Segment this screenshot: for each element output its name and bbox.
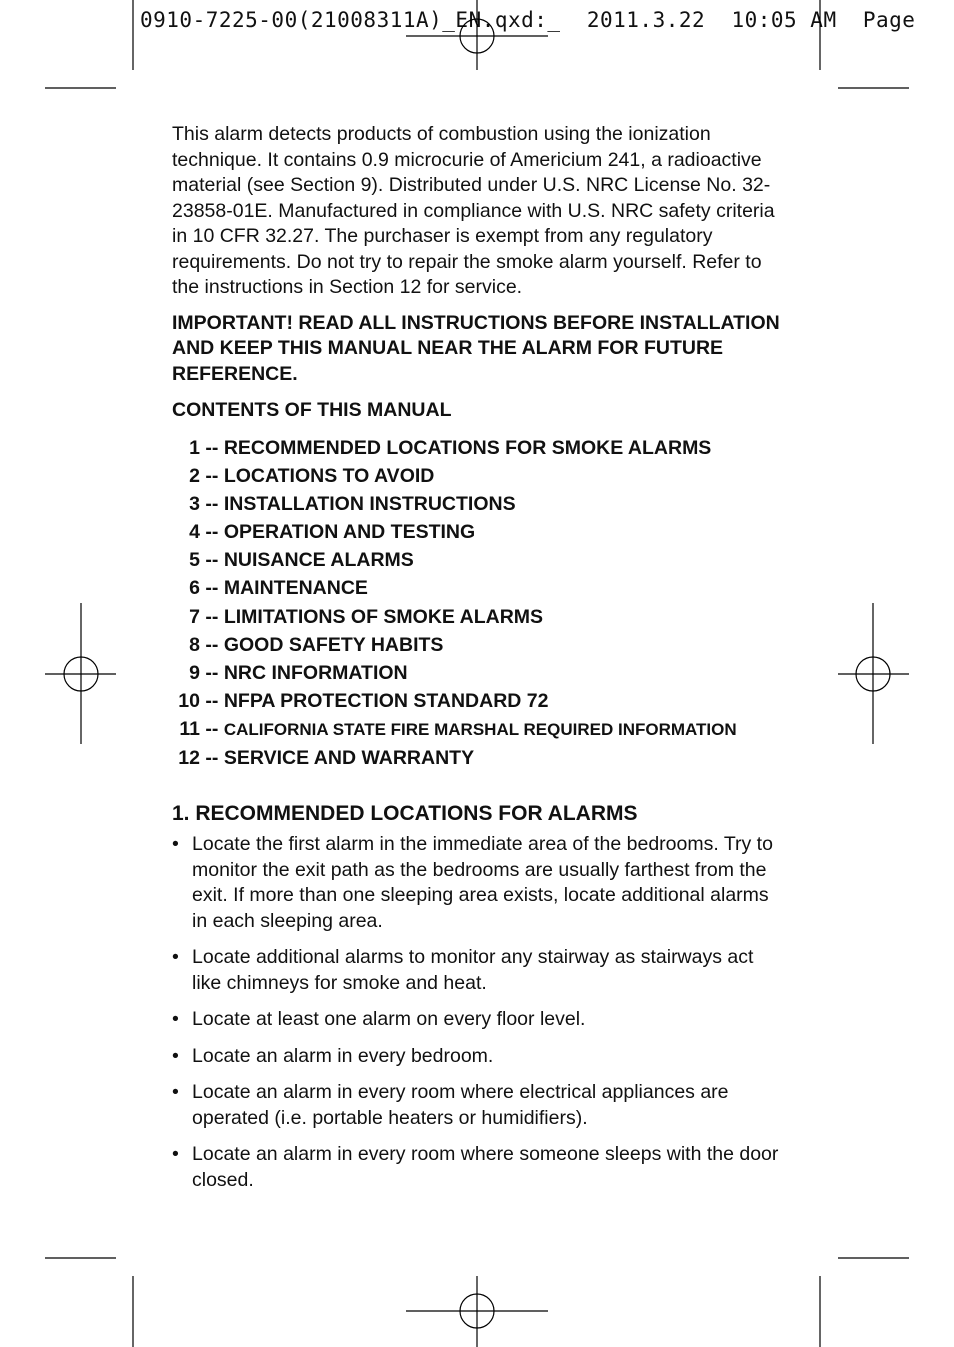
toc-separator: -- xyxy=(200,521,224,544)
toc-number: 2 xyxy=(189,464,200,487)
bullet-text: Locate an alarm in every bedroom. xyxy=(192,1044,494,1067)
toc-separator: -- xyxy=(200,549,224,572)
toc-title: OPERATION AND TESTING xyxy=(223,521,476,544)
toc-item xyxy=(172,546,784,574)
toc-title: RECOMMENDED LOCATIONS FOR SMOKE ALARMS xyxy=(223,436,712,459)
toc-item xyxy=(172,687,784,715)
toc-item xyxy=(172,574,784,602)
toc-item xyxy=(172,603,784,631)
toc-item xyxy=(172,744,784,772)
toc-number: 7 xyxy=(189,605,200,628)
important-notice: IMPORTANT! READ ALL INSTRUCTIONS BEFORE INSTALLATION AND KEEP THIS MANUAL NEAR THE ALARM FOR FUTURE REFERENCE. xyxy=(172,311,780,385)
toc-title: GOOD SAFETY HABITS xyxy=(223,633,444,656)
toc-separator: -- xyxy=(200,690,224,713)
toc-title: INSTALLATION INSTRUCTIONS xyxy=(223,492,516,515)
bullet-text: Locate an alarm in every room where electrical appliances are operated (i.e. portable heaters or humidifiers). xyxy=(192,1081,729,1129)
toc-number: 5 xyxy=(189,549,200,572)
bullet-text: Locate an alarm in every room where someone sleeps with the door closed. xyxy=(192,1143,779,1191)
toc-item xyxy=(172,631,784,659)
toc-number: 6 xyxy=(189,577,200,600)
toc-title: SERVICE AND WARRANTY xyxy=(223,746,475,769)
bullet-marker: • xyxy=(172,1081,179,1104)
list-item xyxy=(172,1080,784,1131)
toc-item xyxy=(172,490,784,518)
toc-number: 1 xyxy=(189,436,200,459)
toc-item xyxy=(172,434,784,462)
bullet-marker: • xyxy=(172,1143,179,1166)
toc-number: 3 xyxy=(189,492,200,515)
toc-item xyxy=(172,715,784,743)
toc-title: LOCATIONS TO AVOID xyxy=(223,464,435,487)
bullet-text: Locate at least one alarm on every floor level. xyxy=(192,1008,586,1031)
toc-separator: -- xyxy=(200,492,224,515)
toc-title: NRC INFORMATION xyxy=(223,662,408,684)
toc-separator: -- xyxy=(200,605,224,628)
toc-number: 8 xyxy=(189,633,200,656)
toc-title: NUISANCE ALARMS xyxy=(223,549,414,572)
list-item xyxy=(172,1007,784,1033)
bullet-marker: • xyxy=(172,833,179,856)
toc-number: 9 xyxy=(189,662,200,684)
toc-separator: -- xyxy=(200,746,224,769)
list-item xyxy=(172,1044,784,1070)
bullet-marker: • xyxy=(172,1008,179,1031)
bullet-text: Locate additional alarms to monitor any stairway as stairways act like chimneys for smoke and heat. xyxy=(192,946,754,994)
toc-item xyxy=(172,462,784,490)
toc-separator: -- xyxy=(200,633,224,656)
toc-number: 10 xyxy=(178,690,200,713)
list-item xyxy=(172,1142,784,1193)
toc-number: 4 xyxy=(189,521,200,544)
toc-title: MAINTENANCE xyxy=(223,577,368,600)
contents-heading: CONTENTS OF THIS MANUAL xyxy=(172,399,452,421)
location-bullet-list xyxy=(172,832,784,1193)
bullet-marker: • xyxy=(172,1044,179,1067)
intro-paragraph: This alarm detects products of combustion using the ionization technique. It contains 0.9 microcurie of Americium 241, a radioactive material (see Section 9). Distributed under U.S. NRC License No. 32-23858-01E. Manufactured in compliance with U.S. NRC safety criteria in 10 CFR 32.27. The purchaser is exempt from any regulatory requirements. Do not try to repair the smoke alarm yourself. Refer to the instructions in Section 12 for service. xyxy=(172,123,775,298)
toc-title: CALIFORNIA STATE FIRE MARSHAL REQUIRED INFORMATION xyxy=(223,720,737,740)
toc-title: LIMITATIONS OF SMOKE ALARMS xyxy=(223,605,544,628)
list-item xyxy=(172,945,784,996)
table-of-contents xyxy=(172,434,784,772)
toc-title: NFPA PROTECTION STANDARD 72 xyxy=(223,690,549,713)
section-1-heading: 1. RECOMMENDED LOCATIONS FOR ALARMS xyxy=(172,801,638,825)
print-slug: 0910-7225-00(21008311A)_EN.qxd:_ 2011.3.22 10:05 AM Page xyxy=(140,8,916,32)
toc-number: 12 xyxy=(178,746,200,769)
toc-separator: -- xyxy=(200,662,224,684)
bullet-marker: • xyxy=(172,946,179,969)
toc-item xyxy=(172,659,784,687)
toc-number: 11 xyxy=(179,718,200,741)
toc-item xyxy=(172,518,784,546)
toc-separator: -- xyxy=(200,718,224,741)
toc-separator: -- xyxy=(200,436,224,459)
toc-separator: -- xyxy=(200,464,224,487)
bullet-text: Locate the first alarm in the immediate area of the bedrooms. Try to monitor the exit path as the bedrooms are usually farthest from the exit. If more than one sleeping area exists, locate additional alarms in each sleeping area. xyxy=(192,833,773,932)
toc-separator: -- xyxy=(200,577,224,600)
list-item xyxy=(172,832,784,934)
manual-page xyxy=(172,122,784,1204)
